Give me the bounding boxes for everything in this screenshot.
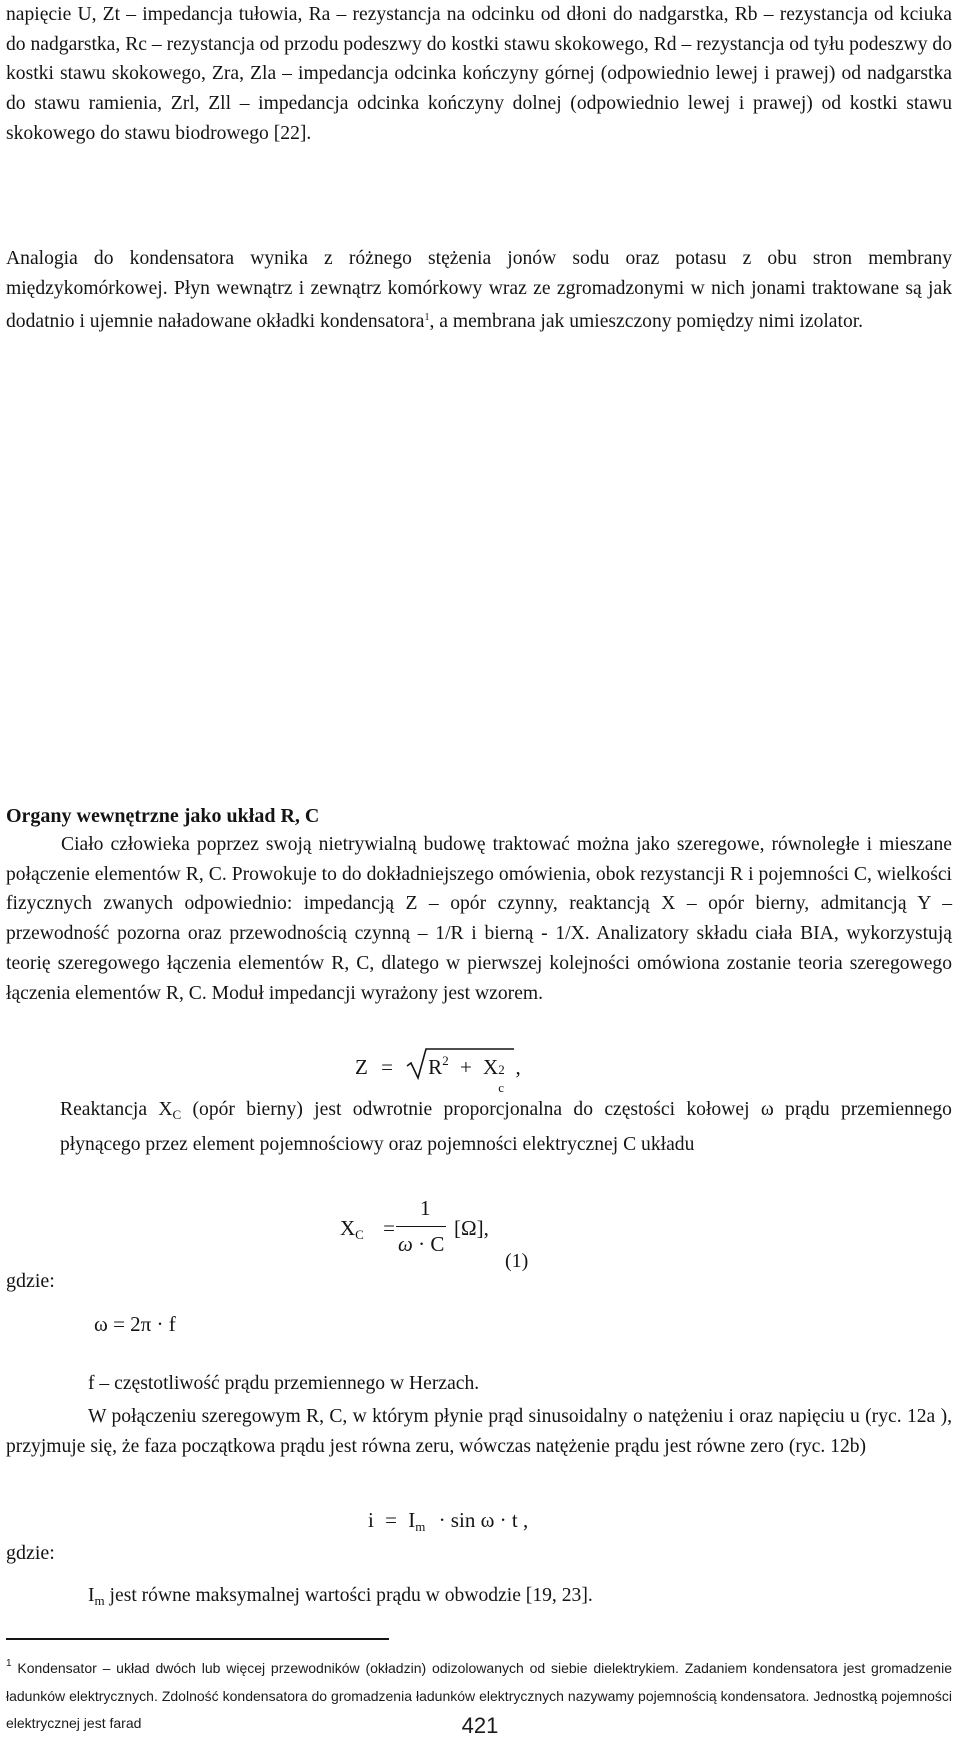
paragraph-series-connection: W połączeniu szeregowym R, C, w którym płynie prąd sinusoidalny o natężeniu i oraz napięciu u (ryc. 12a ), przyjmuje się, że faza początkowa prądu jest równa zeru, wówczas natężenie prądu jest równe zero (ryc. 12b) — [6, 1406, 952, 1457]
xc-equals: = — [383, 1216, 395, 1240]
fraction-omega: ω — [398, 1232, 413, 1256]
footnote-separator — [6, 1638, 389, 1640]
i-equals: = — [385, 1508, 397, 1532]
footnote-marker: 1 — [6, 1658, 12, 1669]
paragraph-impedance-definitions: napięcie U, Zt – impedancja tułowia, Ra – rezystancja na odcinku od dłoni do nadgarstka, Rb – rezystancja od kciuka do nadgarstka, Rc – rezystancja od przodu podeszwy do kostki stawu skokowego, Rd – rezystancja od tyłu podeszwy do kostki stawu skokowego, Zra, Zla – impedancja odcinka kończyny górnej (odpowiednio lewej i prawej) od nadgarstka do stawu ramienia, Zrl, Zll – impedancja odcinka kończyny dolnej (odpowiednio lewej i prawej) od kostki stawu skokowego do stawu biodrowego [22]. — [6, 4, 952, 144]
fraction-numerator: 1 — [420, 1196, 431, 1220]
eq-r: R — [428, 1055, 443, 1079]
eq-equals: = — [381, 1055, 393, 1079]
i-im-sub: m — [415, 1519, 426, 1534]
frequency-definition: f – częstotliwość prądu przemiennego w Herzach. — [88, 1373, 480, 1394]
paragraph-capacitor-analogy — [6, 244, 952, 337]
im-definition-text: jest równe maksymalnej wartości prądu w obwodzie [19, 23]. — [104, 1585, 593, 1606]
reactance-text: Reaktancja X — [60, 1099, 173, 1120]
xc-sub: C — [355, 1227, 364, 1242]
eq-x-sub: c — [498, 1080, 504, 1095]
i-lhs: i — [368, 1508, 374, 1532]
fraction-dot: · — [418, 1232, 426, 1256]
im-symbol: I — [88, 1585, 95, 1606]
fraction-denominator — [398, 1232, 444, 1257]
reactance-equation-lhs — [340, 1216, 395, 1243]
paragraph-rc-elements: Ciało człowieka poprzez swoją nietrywialną budowę traktować można jako szeregowe, równoległe i mieszane połączenie elementów R, C. Prowokuje to do dokładniejszego omówienia, obok rezystancji R i pojemności C, wielkości fizycznych zwanych odpowiednio: impedancją Z – opór czynny, reaktancją X – opór bierny, admitancją Y – przewodność pozorna oraz przewodnością czynną – 1/R i bierną - 1/X. Analizatory składu ciała BIA, wykorzystują teorię szeregowego łączenia elementów R, C, dlatego w pierwszej kolejności omówiona zostanie teoria szeregowego łączenia elementów R, C. Moduł impedancji wyrażony jest wzorem. — [6, 834, 952, 1004]
label-gdzie-2: gdzie: — [6, 1542, 55, 1564]
im-symbol-sub: m — [94, 1593, 105, 1608]
omega-equation: ω = 2π · f — [94, 1312, 176, 1336]
eq-r-square: 2 — [442, 1053, 449, 1068]
eq-comma: , — [515, 1055, 521, 1079]
footnote-reference[interactable]: 1 — [424, 312, 430, 324]
impedance-equation — [355, 1053, 521, 1095]
section-heading: Organy wewnętrzne jako układ R, C — [6, 805, 320, 827]
xc-x: X — [340, 1216, 356, 1240]
reactance-sub: C — [172, 1107, 182, 1122]
im-definition — [88, 1581, 952, 1616]
label-gdzie-1: gdzie: — [6, 1270, 55, 1292]
paragraph-capacitor-text-end: , a membrana jak umieszczony pomiędzy nimi izolator. — [429, 311, 864, 333]
reactance-text-end: (opór bierny) jest odwrotnie proporcjonalna do częstości kołowej ω prądu przemiennego płynącego przez element pojemnościowy oraz pojemności elektrycznej C układu — [60, 1099, 952, 1155]
fraction-line — [396, 1226, 446, 1227]
paragraph-capacitor-text: Analogia do kondensatora wynika z różnego stężenia jonów sodu oraz potasu z obu stron membrany międzykomórkowej. Płyn wewnątrz i zewnątrz komórkowy wraz ze zgromadzonymi w nich jonami traktowane są jak dodatnio i ujemnie naładowane okładki kondensatora — [6, 248, 952, 333]
reactance-unit: [Ω], — [454, 1216, 489, 1240]
paragraph-reactance — [60, 1095, 952, 1159]
eq-plus: + — [459, 1055, 472, 1079]
equation-number: (1) — [505, 1250, 529, 1272]
eq-x: X — [483, 1055, 499, 1079]
square-root — [406, 1053, 510, 1095]
eq-x-square: 2 — [498, 1062, 505, 1077]
page-number: 421 — [461, 1713, 499, 1738]
footnote-line-1: Kondensator – układ dwóch lub więcej przewodników (okładzin) odizolowanych od siebie dielektrykiem. Zadaniem kondensatora jest gromadzenie ładunków elektrycznych. Zdolność kondensatora do gromadzenia ładunków elektrycznych nazywamy pojemnością kondensatora. Jednostką pojemności elektrycznej jest farad — [6, 1660, 952, 1732]
i-rest: · sin ω · t , — [438, 1508, 529, 1532]
eq-z: Z — [355, 1055, 368, 1079]
current-equation — [368, 1508, 528, 1535]
i-im: I — [408, 1508, 416, 1532]
fraction-c: C — [430, 1232, 445, 1256]
